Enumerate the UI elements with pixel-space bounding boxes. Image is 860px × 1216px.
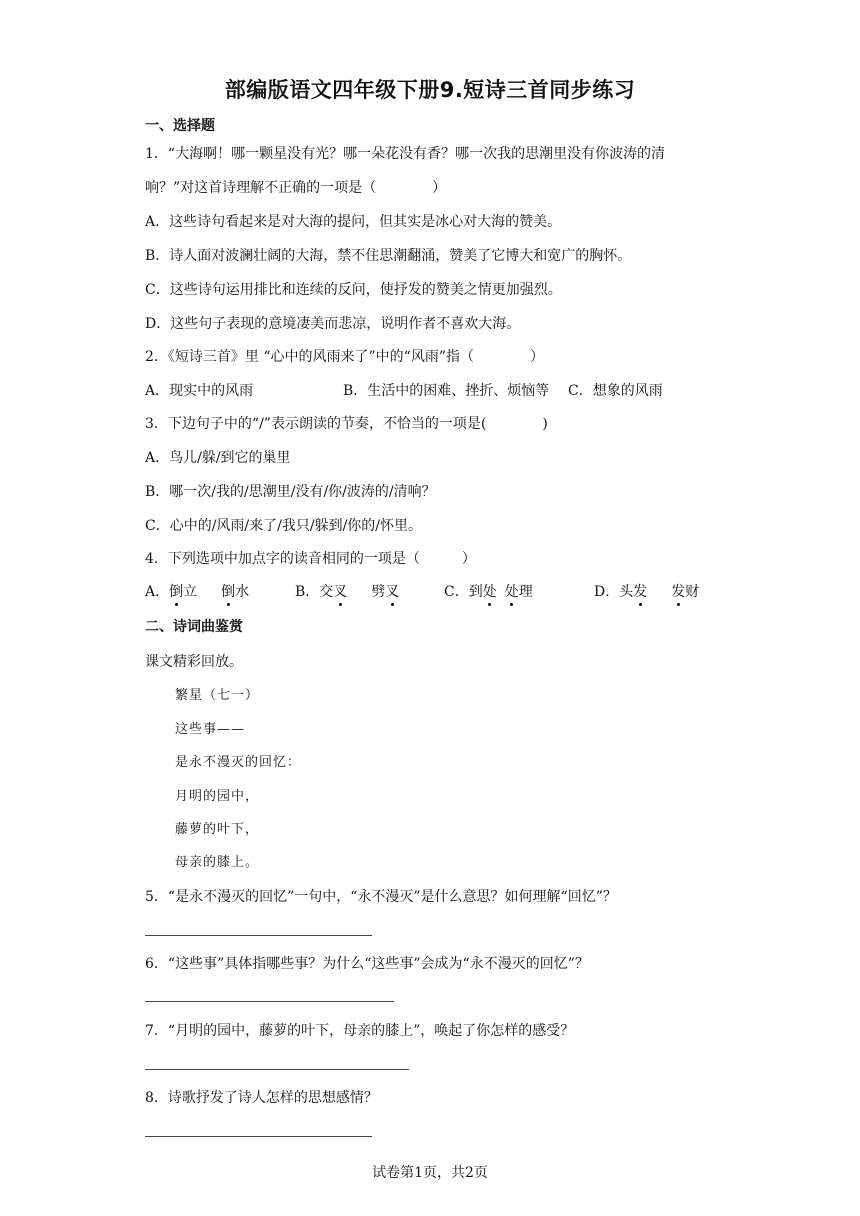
question-1-stem-line-1: 1．“大海啊！哪一颗星没有光？哪一朵花没有香？哪一次我的思潮里没有你波涛的清 bbox=[145, 146, 666, 162]
question-2-option-b: B．生活中的困难、挫折、烦恼等 bbox=[343, 383, 550, 399]
question-2-option-c: C．想象的风雨 bbox=[568, 383, 663, 399]
answer-line-8[interactable] bbox=[145, 1136, 372, 1137]
option-label: A． bbox=[145, 584, 170, 600]
dotted-char: 处 bbox=[483, 581, 497, 601]
section-heading-choice: 一、选择题 bbox=[145, 118, 215, 134]
option-label: D． bbox=[594, 584, 620, 600]
poem-line: 这些事—— bbox=[175, 722, 246, 737]
question-3-option-c: C．心中的/风雨/来了/我只/躲到/你的/怀里。 bbox=[145, 518, 423, 534]
dotted-char: 叉 bbox=[333, 581, 347, 601]
question-4-option-a: A．倒立 倒水 bbox=[145, 581, 249, 601]
option-label: B． bbox=[295, 584, 320, 600]
poem-line: 母亲的膝上。 bbox=[175, 855, 260, 870]
page-footer: 试卷第1页，共2页 bbox=[372, 1165, 488, 1181]
question-1-option-a: A．这些诗句看起来是对大海的提问，但其实是冰心对大海的赞美。 bbox=[145, 214, 562, 230]
answer-line-6[interactable] bbox=[145, 1001, 394, 1002]
question-3-option-b: B．哪一次/我的/思潮里/没有/你/波涛的/清响？ bbox=[145, 484, 436, 500]
dotted-char: 倒 bbox=[221, 581, 235, 601]
poem-line: 月明的园中， bbox=[175, 789, 260, 804]
question-4-option-b: B．交叉 劈叉 bbox=[295, 581, 399, 601]
section-heading-poetry: 二、诗词曲鉴赏 bbox=[145, 619, 243, 635]
dotted-char: 倒 bbox=[169, 581, 183, 601]
question-3-option-a: A．鸟儿/躲/到它的巢里 bbox=[145, 450, 291, 466]
question-4-stem: 4．下列选项中加点字的读音相同的一项是（ ） bbox=[145, 551, 476, 567]
question-8: 8．诗歌抒发了诗人怎样的思想感情？ bbox=[145, 1090, 378, 1106]
poem-title: 繁星（七一） bbox=[175, 688, 260, 703]
dotted-char: 发 bbox=[633, 581, 647, 601]
question-2-stem: 2．《短诗三首》里 “心中的风雨来了”中的“风雨”指（ ） bbox=[145, 349, 544, 365]
poem-line: 藤萝的叶下， bbox=[175, 822, 260, 837]
intro-text: 课文精彩回放。 bbox=[145, 654, 243, 670]
question-2-option-a: A．现实中的风雨 bbox=[145, 383, 254, 399]
question-1-option-b: B．诗人面对波澜壮阔的大海，禁不住思潮翻涌，赞美了它博大和宽广的胸怀。 bbox=[145, 248, 632, 264]
question-5: 5．“是永不漫灭的回忆”一句中，“永不漫灭”是什么意思？如何理解“回忆”？ bbox=[145, 889, 617, 905]
question-7: 7．“月明的园中，藤萝的叶下，母亲的膝上”，唤起了你怎样的感受？ bbox=[145, 1023, 575, 1039]
question-3-stem: 3．下边句子中的“/”表示朗读的节奏，不恰当的一项是( ) bbox=[145, 416, 548, 432]
question-1-option-c: C．这些诗句运用排比和连续的反问，使抒发的赞美之情更加强烈。 bbox=[145, 282, 562, 298]
page-title: 部编版语文四年级下册9.短诗三首同步练习 bbox=[224, 78, 636, 102]
poem-line: 是永不漫灭的回忆： bbox=[175, 755, 302, 770]
question-4-option-c: C．到处 处理 bbox=[444, 581, 533, 601]
question-4-option-d: D．头发 发财 bbox=[594, 581, 699, 601]
question-6: 6．“这些事”具体指哪些事？为什么“这些事”会成为“永不漫灭的回忆”？ bbox=[145, 956, 589, 972]
answer-line-7[interactable] bbox=[145, 1069, 409, 1070]
question-1-option-d: D．这些句子表现的意境凄美而悲凉，说明作者不喜欢大海。 bbox=[145, 316, 521, 332]
answer-line-5[interactable] bbox=[145, 935, 372, 936]
dotted-char: 发 bbox=[671, 581, 685, 601]
option-label: C． bbox=[444, 584, 469, 600]
question-1-stem-line-2: 响？”对这首诗理解不正确的一项是（ ） bbox=[145, 180, 447, 196]
dotted-char: 处 bbox=[505, 581, 519, 601]
dotted-char: 叉 bbox=[385, 581, 399, 601]
